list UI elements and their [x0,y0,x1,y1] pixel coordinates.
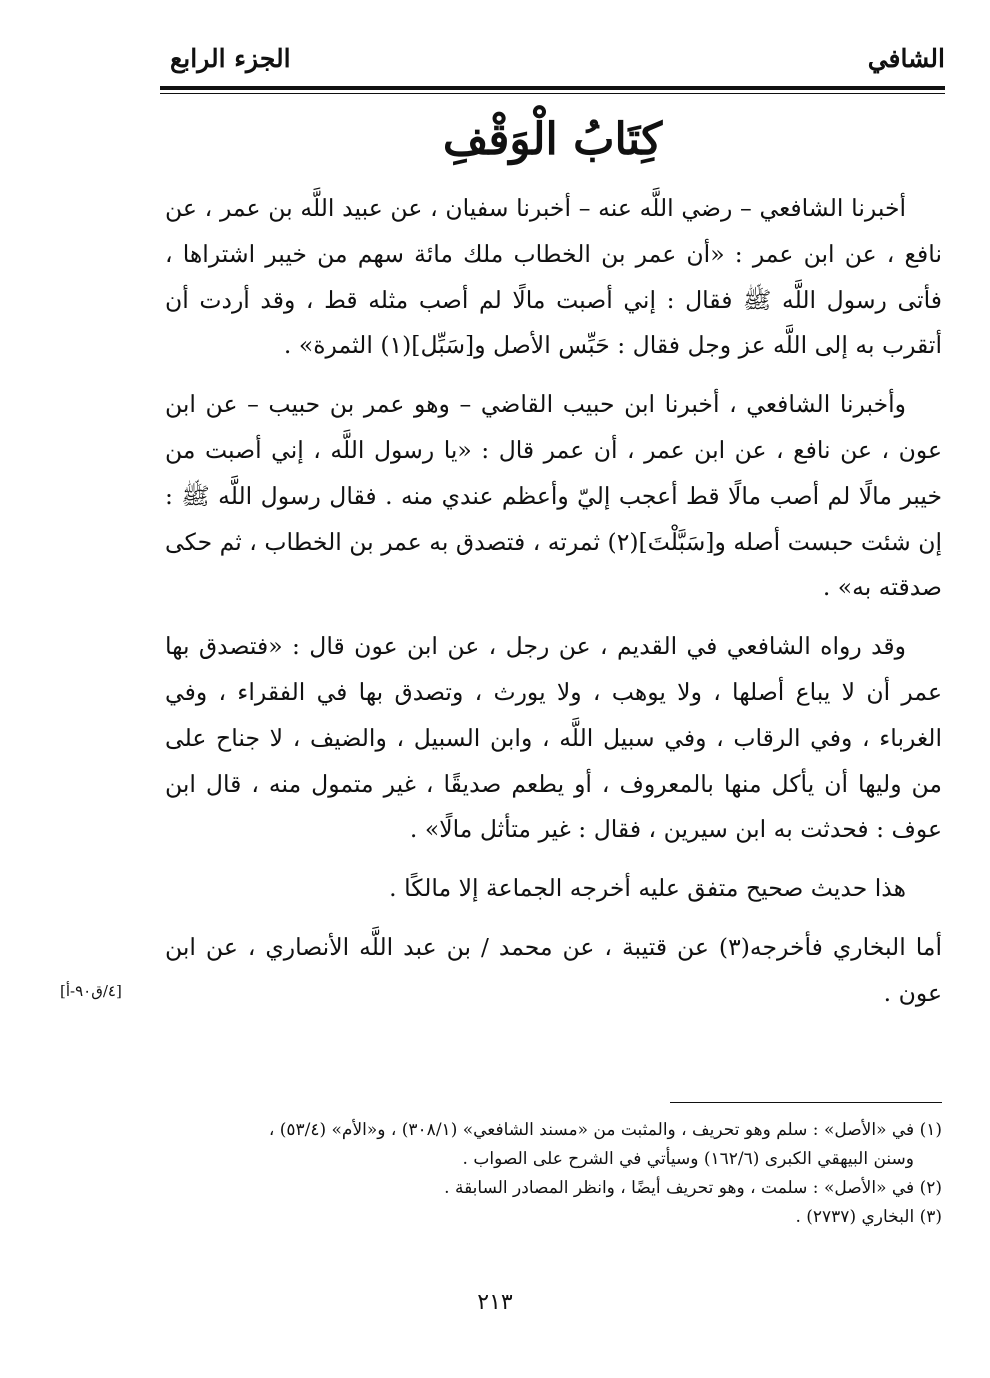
page-number: ٢١٣ [477,1290,513,1315]
paragraph-1: أخبرنا الشافعي – رضي اللَّه عنه – أخبرنا سفيان ، عن عبيد اللَّه بن عمر ، عن نافع ، عن ابن عمر : «أن عمر بن الخطاب ملك مائة سهم من خيبر اشتراها ، فأتى رسول اللَّه ﷺ فقال : إني أصبت مالًا لم أصب مثله قط ، وقد أردت أن أتقرب به إلى اللَّه عز وجل فقال : حَبِّس الأصل و[سَبِّل](١) الثمرة» . [165,194,942,360]
footnote-3: (٣) البخاري (٢٧٣٧) . [795,1207,942,1227]
footnote-divider [670,1102,942,1103]
paragraph-3: وقد رواه الشافعي في القديم ، عن رجل ، عن ابن عون قال : «فتصدق بها عمر أن لا يباع أصلها ، ولا يوهب ، ولا يورث ، وتصدق بها في الفقراء ، وفي الغرباء ، وفي الرقاب ، وفي سبيل اللَّه ، وابن السبيل ، والضيف ، لا جناح على من وليها أن يأكل منها بالمعروف ، أو يطعم صديقًا ، غير متمول منه ، قال ابن عوف : فحدثت به ابن سيرين ، فقال : غير متأثل مالًا» . [165,632,942,844]
footnotes [160,1116,942,1232]
footnote-1-continued: وسنن البيهقي الكبرى (١٦٢/٦) وسيأتي في الشرح على الصواب . [462,1149,914,1169]
header-rule-thick [160,86,945,90]
chapter-title: كِتَابُ الْوَقْفِ [442,114,663,165]
body-text [165,186,942,1030]
footnote-1: (١) في «الأصل» : سلم وهو تحريف ، والمثبت من «مسند الشافعي» (٣٠٨/١) ، و«الأم» (٥٣/٤) ، [268,1120,942,1140]
running-header [160,44,945,84]
book-name: الشافي [867,44,945,73]
paragraph-4: هذا حديث صحيح متفق عليه أخرجه الجماعة إلا مالكًا . [389,874,906,903]
header-rule-thin [160,93,945,94]
footnote-2: (٢) في «الأصل» : سلمت ، وهو تحريف أيضًا ، وانظر المصادر السابقة . [444,1178,942,1198]
volume-label: الجزء الرابع [170,44,291,73]
paragraph-5: أما البخاري فأخرجه(٣) عن قتيبة ، عن محمد / بن عبد اللَّه الأنصاري ، عن ابن عون . [165,932,942,1007]
paragraph-2: وأخبرنا الشافعي ، أخبرنا ابن حبيب القاضي – وهو عمر بن حبيب – عن ابن عون ، عن نافع ، عن ابن عمر ، أن عمر قال : «يا رسول اللَّه ، إني أصبت من خيبر مالًا لم أصب مالًا قط أعجب إليّ وأعظم عندي منه . فقال رسول اللَّه ﷺ : إن شئت حبست أصله و[سَبَّلْتَ](٢) ثمرته ، فتصدق به عمر بن الخطاب ، ثم حكى صدقته به» . [165,390,942,602]
manuscript-folio-note: [٤/ق٩٠-أ] [60,982,122,1000]
